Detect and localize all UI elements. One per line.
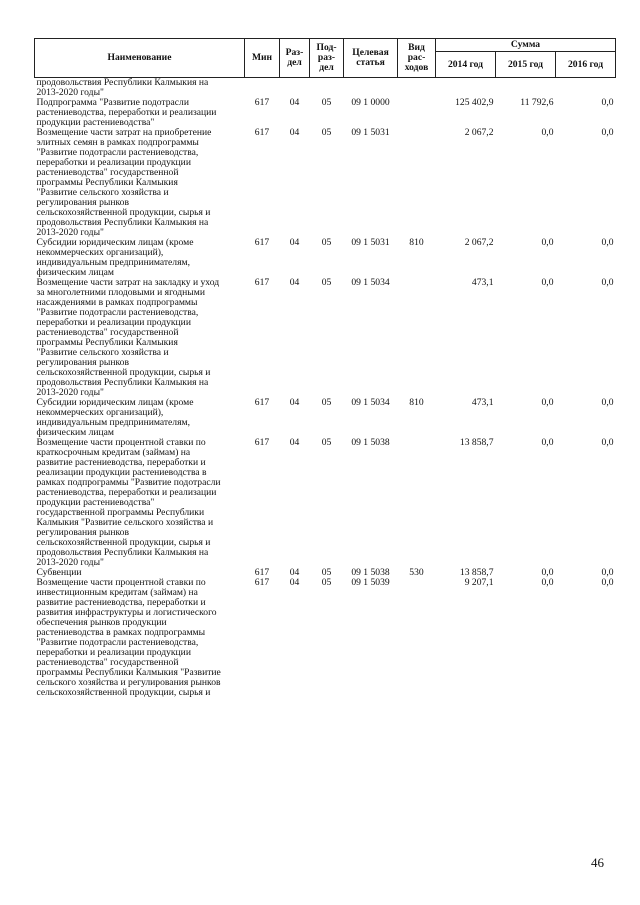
cell-min: 617 (254, 577, 270, 588)
cell-sum-2015: 0,0 (541, 437, 554, 448)
table-row (35, 78, 616, 99)
header-min: Мин (245, 39, 280, 78)
cell-vid-rashodov (398, 578, 436, 698)
header-podrazdel: Под- раз- дел (310, 39, 344, 78)
header-celevaya-statya: Целевая статья (344, 39, 398, 78)
cell-sum-2016 (556, 78, 616, 99)
cell-razdel: 04 (289, 437, 300, 448)
cell-min: 617 (254, 237, 270, 248)
cell-sum-2014 (436, 78, 496, 99)
table-row (35, 578, 616, 698)
cell-sum-2016: 0,0 (601, 97, 614, 108)
cell-vid-rashodov: 810 (409, 397, 424, 408)
cell-vid-rashodov (398, 98, 436, 128)
cell-name: продовольствия Республики Калмыкия на 2013-2020 годы" (36, 77, 209, 98)
table-row (35, 438, 616, 568)
cell-podrazdel: 05 (321, 567, 332, 578)
cell-sum-2015: 0,0 (541, 277, 554, 288)
cell-sum-2015: 0,0 (541, 127, 554, 138)
cell-vid-rashodov (398, 278, 436, 398)
cell-podrazdel: 05 (321, 397, 332, 408)
cell-vid-rashodov: 530 (409, 567, 424, 578)
cell-sum-2015: 0,0 (541, 237, 554, 248)
cell-vid-rashodov (398, 128, 436, 238)
cell-sum-2014: 9 207,1 (464, 577, 494, 588)
cell-vid-rashodov (398, 438, 436, 568)
cell-razdel: 04 (289, 277, 300, 288)
table-body (35, 78, 616, 699)
cell-podrazdel: 05 (321, 237, 332, 248)
cell-razdel (280, 78, 310, 99)
header-name: Наименование (35, 39, 245, 78)
table-row (35, 128, 616, 238)
cell-sum-2016: 0,0 (601, 237, 614, 248)
cell-sum-2015: 11 792,6 (520, 97, 554, 108)
cell-sum-2016: 0,0 (601, 397, 614, 408)
cell-sum-2016: 0,0 (601, 277, 614, 288)
cell-name: Подпрограмма "Развитие подотрасли растениеводства, переработки и реализации продукции растениеводства" (36, 97, 217, 128)
cell-min: 617 (254, 97, 270, 108)
header-summa: Сумма (436, 39, 616, 52)
cell-podrazdel: 05 (321, 437, 332, 448)
cell-celevaya-statya: 09 1 5039 (351, 577, 390, 588)
cell-celevaya-statya: 09 1 5034 (351, 397, 390, 408)
cell-sum-2015: 0,0 (541, 397, 554, 408)
cell-celevaya-statya: 09 1 0000 (351, 97, 390, 108)
cell-celevaya-statya: 09 1 5034 (351, 277, 390, 288)
cell-name: Субвенции (36, 567, 82, 578)
cell-celevaya-statya (344, 78, 398, 99)
cell-sum-2014: 2 067,2 (464, 127, 494, 138)
header-vid-rashodov: Вид рас- ходов (398, 39, 436, 78)
cell-sum-2015 (496, 78, 556, 99)
cell-razdel: 04 (289, 127, 300, 138)
cell-min: 617 (254, 127, 270, 138)
table-row (35, 98, 616, 128)
cell-sum-2014: 13 858,7 (459, 437, 494, 448)
cell-razdel: 04 (289, 237, 300, 248)
cell-sum-2014: 473,1 (471, 397, 494, 408)
header-2016: 2016 год (556, 52, 616, 78)
cell-podrazdel: 05 (321, 97, 332, 108)
cell-min: 617 (254, 277, 270, 288)
cell-name: Субсидии юридическим лицам (кроме некоммерческих организаций), индивидуальным предпринимателям, физическим лицам (36, 397, 194, 438)
cell-sum-2014: 2 067,2 (464, 237, 494, 248)
cell-razdel: 04 (289, 577, 300, 588)
budget-table (34, 38, 616, 698)
cell-sum-2015: 0,0 (541, 567, 554, 578)
cell-celevaya-statya: 09 1 5031 (351, 127, 390, 138)
cell-sum-2014: 13 858,7 (459, 567, 494, 578)
cell-name: Субсидии юридическим лицам (кроме некоммерческих организаций), индивидуальным предпринимателям, физическим лицам (36, 237, 194, 278)
table-row (35, 278, 616, 398)
cell-name: Возмещение части процентной ставки по инвестиционным кредитам (займам) на развитие растениеводства, переработки и развития инфраструктуры и логистического обеспечения рынков продукции растениеводства в рамках подпрограммы "Развитие подотрасли растениеводства, переработки и реализации продукции растениеводства" государственной программы Республики Калмыкия "Развитие сельского хозяйства и регулирования рынков сельскохозяйственной продукции, сырья и (36, 577, 221, 698)
cell-sum-2014: 473,1 (471, 277, 494, 288)
table-header (35, 39, 616, 78)
header-2015: 2015 год (496, 52, 556, 78)
cell-sum-2016: 0,0 (601, 127, 614, 138)
cell-podrazdel: 05 (321, 277, 332, 288)
page-number: 46 (591, 855, 604, 870)
table-row (35, 238, 616, 278)
cell-name: Возмещение части процентной ставки по краткосрочным кредитам (займам) на развитие растениеводства, переработки и реализации продукции растениеводства в рамках подпрограммы "Развитие подотрасли растениеводства, переработки и реализации продукции растениеводства" государственной программы Республики Калмыкия "Развитие сельского хозяйства и регулирования рынков сельскохозяйственной продукции, сырья и продовольствия Республики Калмыкия на 2013-2020 годы" (36, 437, 221, 568)
cell-podrazdel: 05 (321, 577, 332, 588)
cell-vid-rashodov: 810 (409, 237, 424, 248)
cell-min: 617 (254, 567, 270, 578)
cell-sum-2014: 125 402,9 (455, 97, 494, 108)
cell-razdel: 04 (289, 397, 300, 408)
cell-min: 617 (254, 437, 270, 448)
cell-sum-2016: 0,0 (601, 437, 614, 448)
cell-razdel: 04 (289, 567, 300, 578)
cell-sum-2016: 0,0 (601, 577, 614, 588)
cell-razdel: 04 (289, 97, 300, 108)
cell-name: Возмещение части затрат на приобретение элитных семян в рамках подпрограммы "Развитие подотрасли растениеводства, переработки и реализации продукции растениеводства" государственной программы Республики Калмыкия "Развитие сельского хозяйства и регулирования рынков сельскохозяйственной продукции, сырья и продовольствия Республики Калмыкия на 2013-2020 годы" (36, 127, 212, 238)
cell-podrazdel: 05 (321, 127, 332, 138)
cell-celevaya-statya: 09 1 5038 (351, 437, 390, 448)
table-row (35, 398, 616, 438)
header-2014: 2014 год (436, 52, 496, 78)
cell-name: Возмещение части затрат на закладку и уход за многолетними плодовыми и ягодными насаждениями в рамках подпрограммы "Развитие подотрасли растениеводства, переработки и реализации продукции растениеводства" государственной программы Республики Калмыкия "Развитие сельского хозяйства и регулирования рынков сельскохозяйственной продукции, сырья и продовольствия Республики Калмыкия на 2013-2020 годы" (36, 277, 220, 398)
cell-sum-2016: 0,0 (601, 567, 614, 578)
cell-min (245, 78, 280, 99)
cell-sum-2015: 0,0 (541, 577, 554, 588)
cell-vid-rashodov (398, 78, 436, 99)
cell-celevaya-statya: 09 1 5031 (351, 237, 390, 248)
cell-celevaya-statya: 09 1 5038 (351, 567, 390, 578)
cell-min: 617 (254, 397, 270, 408)
cell-podrazdel (310, 78, 344, 99)
header-razdel: Раз- дел (280, 39, 310, 78)
